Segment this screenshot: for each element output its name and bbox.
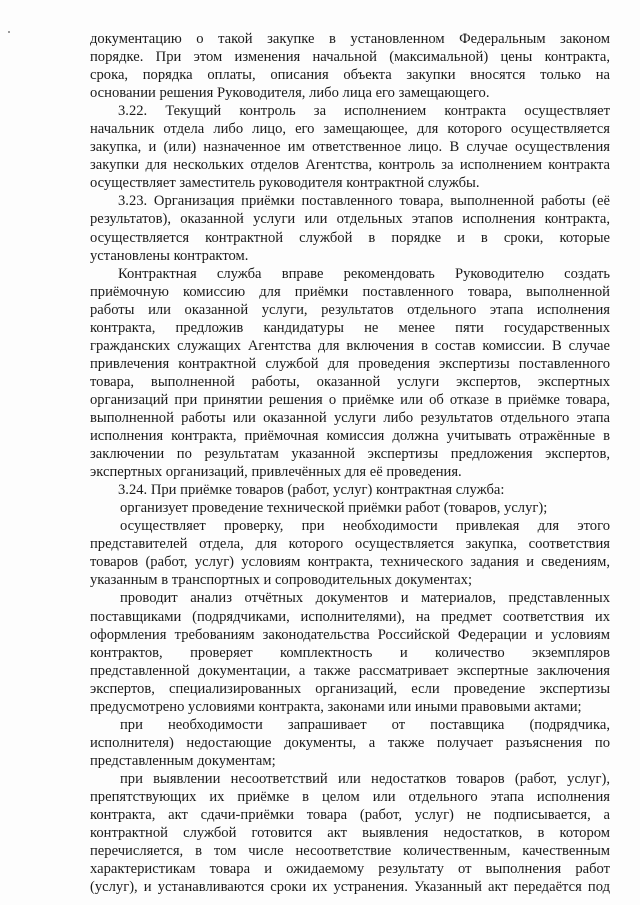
text-line: предусмотрено условиями контракта, законами или иными правовыми актами; <box>90 698 582 715</box>
text-line: осуществляет проверку, при необходимости привлекая для этого <box>120 518 610 535</box>
text-line: при выявлении несоответствий или недостатков товаров (работ, услуг), <box>120 770 610 787</box>
text-line: контрактной службой готовится акт выявления недостатков, в котором <box>90 825 610 842</box>
text-line: срока, порядка оплаты, описания объекта закупки вносятся только на <box>90 67 610 84</box>
document-body <box>90 30 610 896</box>
text-line: 3.24. При приёмке товаров (работ, услуг) контрактная служба: <box>118 482 505 499</box>
text-line: установлены контрактом. <box>90 247 249 264</box>
text-line: характеристикам товара и ожидаемому результату от выполнения работ <box>90 861 610 878</box>
text-line: указанным в транспортных и сопроводительных документах; <box>90 572 473 589</box>
text-line: перечисляется, в том числе несоответствие количественным, качественным <box>90 843 610 860</box>
text-line: представленной документации, а также рассматривает экспертные заключения <box>90 662 610 679</box>
scan-speck <box>8 31 10 33</box>
text-line: 3.23. Организация приёмки поставленного товара, выполненной работы (её <box>118 193 610 210</box>
text-line: документацию о такой закупке в установленном Федеральным законом <box>90 31 610 47</box>
text-line: оформления требованиям законодательства Российской Федерации и условиям <box>90 626 610 643</box>
text-line: результатов), оказанной услуги или отдельных этапов исполнения контракта, <box>90 211 610 228</box>
text-line: приёмочную комиссию для приёмки поставленного товара, выполненной <box>90 283 610 300</box>
text-line: работы или оказанной услуги, результатов отдельного этапа исполнения <box>90 301 610 318</box>
text-line: контракта, предложив кандидатуры не менее пяти государственных <box>90 319 610 336</box>
text-line: закупки для нескольких отделов Агентства, контроль за исполнением контракта <box>90 157 610 174</box>
text-line: Контрактная служба вправе рекомендовать Руководителю создать <box>118 265 610 282</box>
text-line: товаров (работ, услуг) условиям контракта, технического задания и сведениям, <box>90 554 610 571</box>
text-line: контракта, акт сдачи-приёмки товара (работ, услуг) не подписывается, а <box>90 807 610 824</box>
text-line: организаций при принятии решения о приёмке или об отказе в приёмке товара, <box>90 391 610 408</box>
text-line: (услуг), и устанавливаются сроки их устранения. Указанный акт передаётся под <box>90 879 610 896</box>
text-line: экспертных организаций, привлечённых для её проведения. <box>90 464 462 481</box>
text-line: выполненной работы или оказанной услуги либо результатов отдельного этапа <box>90 409 610 426</box>
text-line: представленным документам; <box>90 752 276 769</box>
text-line: гражданских служащих Агентства для включения в состав комиссии. В случае <box>90 337 610 354</box>
text-line: осуществляется контрактной службой в порядке и в сроки, которые <box>90 229 610 246</box>
text-line: исполнителя) недостающие документы, а также получает разъяснения по <box>90 734 610 751</box>
text-line: организует проведение технической приёмки работ (товаров, услуг); <box>120 500 548 517</box>
text-line: проводит анализ отчётных документов и материалов, представленных <box>120 590 610 607</box>
text-line: товара, выполненной работы, оказанной услуги экспертов, экспертных <box>90 373 610 390</box>
text-line: закупка, и (или) назначенное им ответственное лицо. В случае осуществления <box>90 139 610 156</box>
text-line: препятствующих их приёмке в целом или отдельного этапа исполнения <box>90 788 610 805</box>
text-line: порядке. При этом изменения начальной (максимальной) цены контракта, <box>90 49 610 66</box>
text-line: контрактов, проверяет комплектность и количество экземпляров <box>90 644 610 661</box>
text-line: основании решения Руководителя, либо лица его замещающего. <box>90 85 490 102</box>
text-line: при необходимости запрашивает от поставщика (подрядчика, <box>120 716 610 733</box>
text-line: экспертов, специализированных организаций, если проведение экспертизы <box>90 680 610 697</box>
text-line: начальник отдела либо лицо, его замещающее, для которого осуществляется <box>90 121 610 138</box>
text-line: поставщиками (подрядчиками, исполнителями), на предмет соответствия их <box>90 608 610 625</box>
text-line: представителей отдела, для которого осуществляется закупка, соответствия <box>90 536 610 553</box>
text-line: привлечения контрактной службой для проведения экспертизы поставленного <box>90 355 610 372</box>
text-line: осуществляет заместитель руководителя контрактной службы. <box>90 175 480 192</box>
text-line: заключении по результатам указанной экспертизы предложения экспертов, <box>90 446 610 463</box>
text-line: 3.22. Текущий контроль за исполнением контракта осуществляет <box>118 103 610 120</box>
text-line: исполнения контракта, приёмочная комиссия должна учитывать отражённые в <box>90 428 610 445</box>
